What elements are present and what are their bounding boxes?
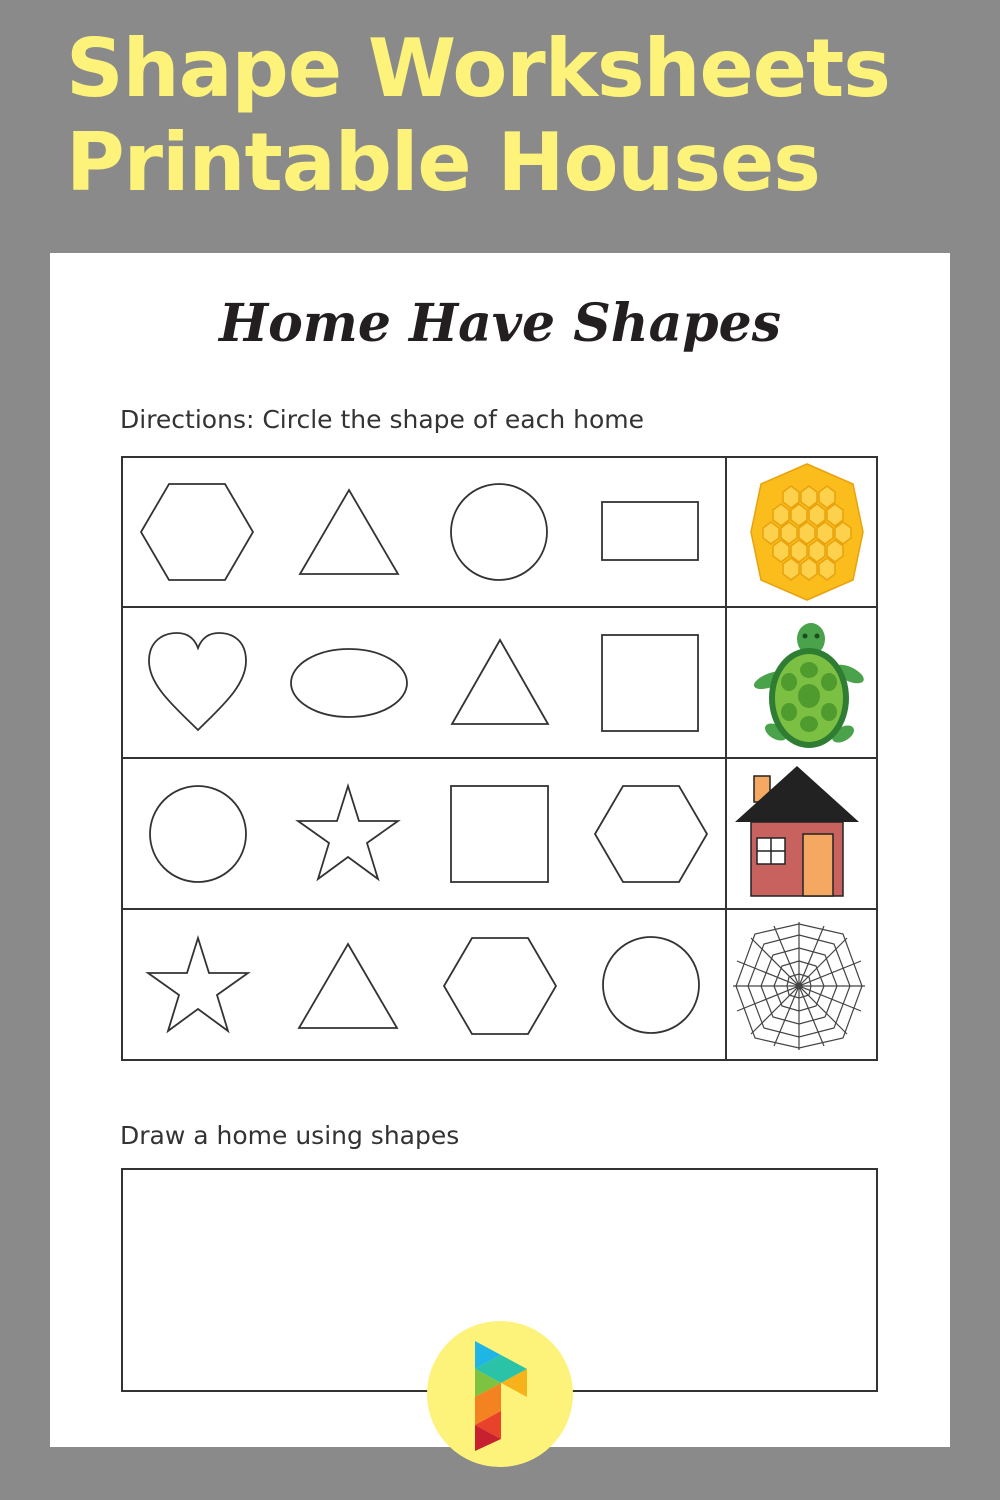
- square-icon[interactable]: [451, 786, 548, 882]
- directions-text: Directions: Circle the shape of each home: [120, 405, 644, 434]
- circle-icon[interactable]: [451, 484, 547, 580]
- square-icon[interactable]: [602, 635, 698, 731]
- heart-icon[interactable]: [149, 633, 246, 730]
- draw-prompt-text: Draw a home using shapes: [120, 1121, 460, 1150]
- triangle-icon[interactable]: [300, 490, 398, 574]
- banner-title-line-1: Shape Worksheets: [66, 22, 890, 115]
- hexagon-icon[interactable]: [444, 938, 556, 1034]
- worksheet-title: Home Have Shapes: [218, 293, 782, 354]
- circle-icon[interactable]: [150, 786, 246, 882]
- rectangle-icon[interactable]: [602, 502, 698, 560]
- hexagon-icon[interactable]: [141, 484, 253, 580]
- brand-logo-icon: [427, 1321, 573, 1467]
- worksheet-page: [50, 253, 950, 1447]
- triangle-icon[interactable]: [452, 640, 548, 724]
- banner-title-line-2: Printable Houses: [66, 116, 820, 209]
- circle-icon[interactable]: [603, 937, 699, 1033]
- hexagon-icon[interactable]: [595, 786, 707, 882]
- triangle-icon[interactable]: [299, 944, 397, 1028]
- banner-title: [66, 22, 890, 210]
- star-icon[interactable]: [298, 786, 398, 879]
- turtle-icon: [752, 623, 867, 748]
- spider-web-icon: [733, 922, 865, 1050]
- star-icon[interactable]: [148, 938, 248, 1031]
- honeycomb-icon: [751, 464, 863, 600]
- house-icon: [735, 766, 859, 896]
- oval-icon[interactable]: [291, 649, 407, 717]
- shape-grid: [121, 456, 878, 1061]
